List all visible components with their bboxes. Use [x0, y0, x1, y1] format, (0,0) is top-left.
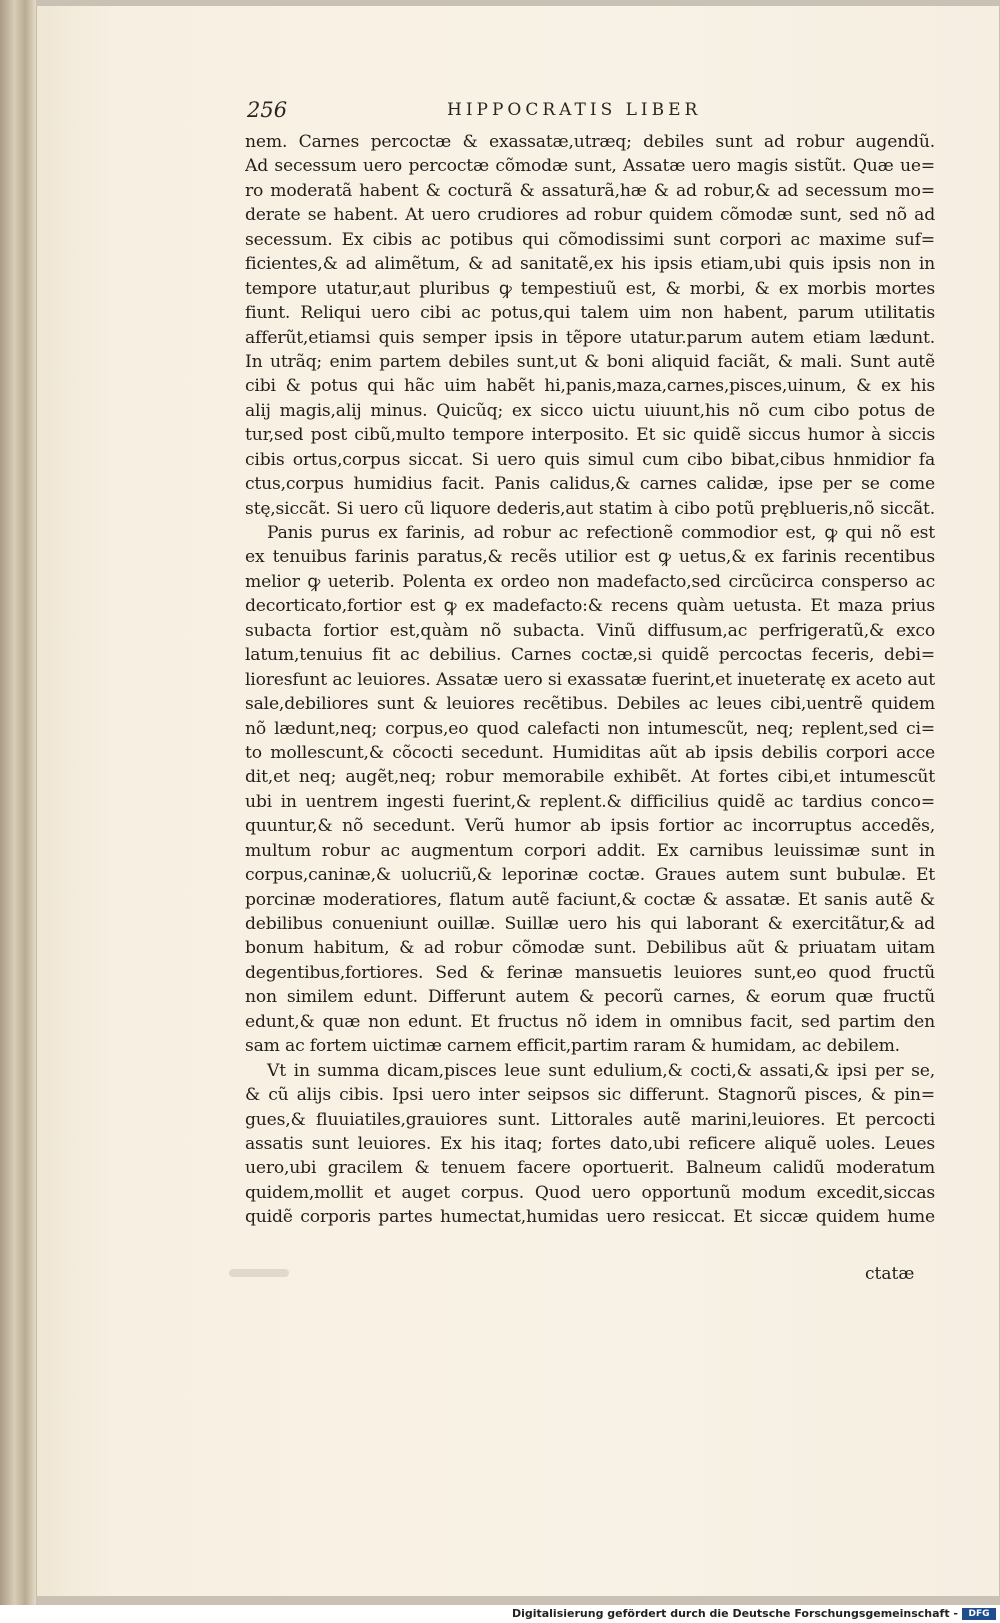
text-line: degentibus,fortiores. Sed & ferinæ mansuetis leuiores sunt,eo quod fructũ	[245, 962, 935, 983]
text-line: gues,& fluuiatiles,grauiores sunt. Littorales autẽ marini,leuiores. Et percocti	[245, 1109, 935, 1130]
page-number: 256	[247, 98, 288, 122]
text-line: quuntur,& nõ secedunt. Verũ humor ab ipsis fortior ac incorruptus accedẽs,	[245, 816, 935, 837]
footer-bar	[0, 1605, 1000, 1623]
text-line: porcinæ moderatiores, flatum autẽ faciunt,& coctæ & assatæ. Et sanis autẽ &	[245, 889, 935, 910]
text-line: & cũ alijs cibis. Ipsi uero inter seipsos sic differunt. Stagnorũ pisces, & pin=	[245, 1085, 935, 1106]
text-line: nõ lædunt,neq; corpus,eo quod calefacti non intumescũt, neq; replent,sed ci=	[245, 718, 935, 739]
text-line: ubi in uentrem ingesti fuerint,& replent.& difficilius quidẽ ac tardius conco=	[245, 791, 935, 812]
text-line: Ad secessum uero percoctæ cõmodæ sunt, Assatæ uero magis sistũt. Quæ ue=	[245, 156, 935, 177]
funding-notice: Digitalisierung gefördert durch die Deutsche Forschungsgemeinschaft -	[511, 1607, 958, 1620]
text-line: quidẽ corporis partes humectat,humidas uero resiccat. Et siccæ quidem hume	[245, 1207, 935, 1228]
book-page	[36, 6, 999, 1596]
text-line: to mollescunt,& cõcocti secedunt. Humiditas aũt ab ipsis debilis corpori acce	[245, 742, 935, 763]
text-line: Vt in summa dicam,pisces leue sunt edulium,& cocti,& assati,& ipsi per se,	[267, 1060, 935, 1081]
text-line: ficientes,& ad alimẽtum, & ad sanitatẽ,ex his ipsis etiam,ubi quis ipsis non in	[245, 254, 935, 275]
text-line: tur,sed post cibũ,multo tempore interposito. Et sic quidẽ siccus humor à siccis	[245, 425, 935, 446]
text-line: debilibus conueniunt ouillæ. Suillæ uero his qui laborant & exercitãtur,& ad	[245, 914, 935, 934]
text-line: decorticato,fortior est ꝙ ex madefacto:& recens quàm uetusta. Et maza prius	[245, 596, 935, 617]
text-line: corpus,caninæ,& uolucriũ,& leporinæ coctæ. Graues autem sunt bubulæ. Et	[245, 865, 935, 886]
text-line: nem. Carnes percoctæ & exassatæ,utræq; debiles sunt ad robur augendũ.	[245, 132, 935, 152]
text-line: melior ꝙ ueterib. Polenta ex ordeo non madefacto,sed circũcirca conspersо ac	[245, 571, 935, 592]
text-line: assatis sunt leuiores. Ex his itaq; fortes dato,ubi reficere aliquẽ uoles. Leues	[245, 1133, 935, 1154]
text-line: cibi & potus qui hãc uim habẽt hi,panis,maza,carnes,pisces,uinum, & ex his	[245, 376, 935, 397]
text-line: stę,siccãt. Si uero cũ liquore dederis,aut statim à cibo potũ pręblueris,nõ siccãt.	[245, 498, 935, 519]
text-line: In utrãq; enim partem debiles sunt,ut & boni aliquid faciãt, & mali. Sunt autẽ	[245, 351, 935, 372]
text-line: secessum. Ex cibis ac potibus qui cõmodissimi sunt corpori ac maxime suf=	[245, 229, 935, 250]
text-line: ctus,corpus humidius facit. Panis calidus,& carnes calidæ, ipse per se come	[245, 474, 935, 495]
text-line: edunt,& quæ non edunt. Et fructus nõ idem in omnibus facit, sed partim den	[245, 1011, 935, 1032]
page-header	[247, 98, 767, 128]
ink-smudge	[229, 1269, 289, 1277]
text-line: afferũt,etiamsi quis semper ipsis in tẽpore utatur.parum autem etiam lædunt.	[245, 327, 935, 348]
text-line: derate se habent. At uero crudiores ad robur quidem cõmodæ sunt, sed nõ ad	[245, 205, 935, 226]
text-line: alij magis,alij minus. Quicũq; ex sicco uictu uiuunt,his nõ cum cibo potus de	[245, 400, 935, 421]
text-line: latum,tenuius fit ac debilius. Carnes coctæ,si quidẽ percoctas feceris, debi=	[245, 645, 935, 666]
text-line: bonum habitum, & ad robur cõmodæ sunt. Debilibus aũt & priuatam uitam	[245, 938, 935, 959]
body-text	[245, 130, 935, 1230]
text-line: ro moderatã habent & cocturã & assaturã,hæ & ad robur,& ad secessum mo=	[245, 180, 935, 201]
catchword: ctatæ	[865, 1264, 915, 1284]
text-line: tempore utatur,aut pluribus ꝙ tempestiuũ est, & morbi, & ex morbis mortes	[245, 278, 935, 299]
text-line: subacta fortior est,quàm nõ subacta. Vinũ diffusum,ac perfrigeratũ,& exco	[245, 620, 935, 641]
running-title: HIPPOCRATIS LIBER	[447, 100, 702, 120]
text-line: multum robur ac augmentum corpori addit. Ex carnibus leuissimæ sunt in	[245, 840, 935, 861]
book-page-edges	[0, 0, 36, 1605]
text-line: Panis purus ex farinis, ad robur ac refectionẽ commodior est, ꝙ qui nõ est	[267, 523, 935, 543]
text-line: sam ac fortem uictimæ carnem efficit,partim raram & humidam, ac debilem.	[245, 1036, 900, 1057]
text-line: cibis ortus,corpus siccat. Si uero quis simul cum cibo bibat,cibus hnmidior fa	[245, 449, 935, 470]
text-line: fiunt. Reliqui uero cibi ac potus,qui talem uim non habent, parum utilitatis	[245, 303, 935, 324]
text-line: non similem edunt. Differunt autem & pecorũ carnes, & eorum quæ fructũ	[245, 987, 935, 1008]
text-line: lioresfunt ac leuiores. Assatæ uero si exassatæ fuerint,et inueteratę ex aceto aut	[245, 669, 935, 690]
text-line: uero,ubi gracilem & tenuem facere oportuerit. Balneum calidũ moderatum	[245, 1158, 935, 1179]
text-line: sale,debiliores sunt & leuiores recẽtibus. Debiles ac leues cibi,uentrẽ quidem	[245, 694, 935, 715]
text-line: ex tenuibus farinis paratus,& recẽs utilior est ꝙ uetus,& ex farinis recentibus	[245, 547, 935, 568]
text-line: dit,et neq; augẽt,neq; robur memorabile exhibẽt. At fortes cibi,et intumescũt	[245, 767, 935, 788]
dfg-logo-icon: DFG	[962, 1608, 996, 1620]
text-line: quidem,mollit et auget corpus. Quod uero opportunũ modum excedit,siccas	[245, 1182, 935, 1203]
